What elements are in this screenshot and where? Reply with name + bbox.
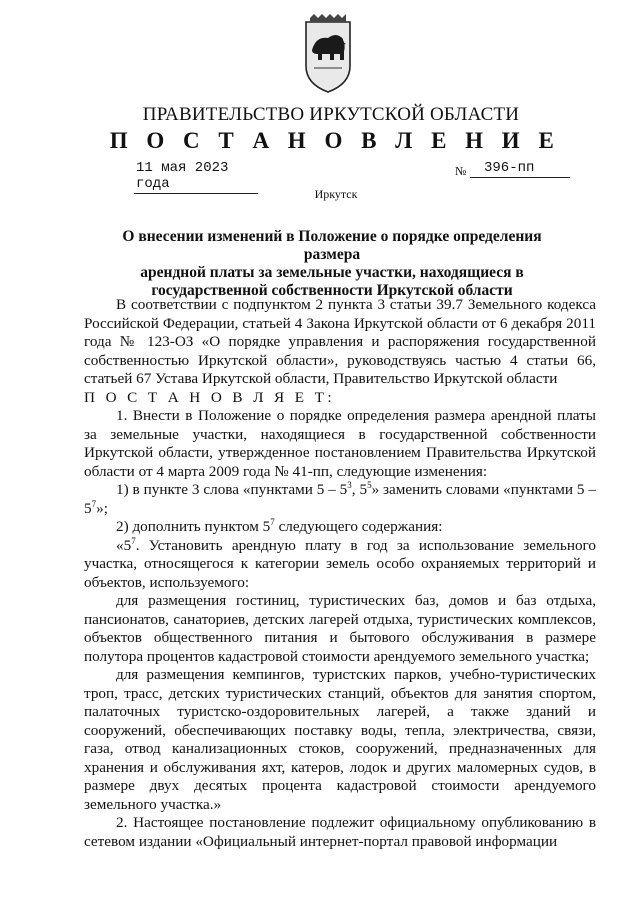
- item-1-1-paragraph: [84, 481, 596, 518]
- superscript: 5: [367, 479, 372, 490]
- text-fragment: следующего содержания:: [274, 518, 443, 535]
- text-fragment: 1) в пункте 3 слова «пунктами 5 – 5: [116, 481, 348, 498]
- quoted-paragraph: [84, 537, 596, 593]
- hotels-paragraph: для размещения гостиниц, туристических баз, домов и баз отдыха, пансионатов, санаториев, детских лагерей отдыха, туристических комплексов, объектов общественного питания и бытового обслуживания в размере полутора процентов кадастровой стоимости арендуемого земельного участка;: [84, 592, 596, 665]
- number-label: №: [455, 164, 467, 178]
- text-fragment: 2) дополнить пунктом 5: [116, 518, 271, 535]
- document-number: 396-пп: [470, 160, 570, 178]
- camping-paragraph: для размещения кемпингов, туристских парков, учебно-туристических троп, трасс, детских туристических станций, объектов для занятия спортом, палаточных туристско-оздоровительных лагерей, а также зданий и сооружений, обеспечивающих поставку воды, тепла, электричества, связи, газа, отвод канализационных стоков, сооружений, предназначенных для хранения и обслуживания яхт, катеров, лодок и других маломерных судов, в размере двух десятых процента кадастровой стоимости арендуемого земельного участка.»: [84, 666, 596, 813]
- coat-of-arms-emblem: [300, 14, 356, 94]
- document-date: 11 мая 2023 года: [134, 160, 258, 194]
- document-body: [84, 296, 596, 851]
- superscript: 3: [347, 479, 352, 490]
- organization-title: ПРАВИТЕЛЬСТВО ИРКУТСКОЙ ОБЛАСТИ: [142, 104, 520, 125]
- text-fragment: . Установить арендную плату в год за использование земельного участка, относящегося к категории земель особо охраняемых территорий и объектов, используемого:: [84, 536, 596, 591]
- item-2-paragraph: 2. Настоящее постановление подлежит официальному опубликованию в сетевом издании «Официальный интернет-портал правовой информации: [84, 814, 596, 850]
- text-fragment: «5: [116, 536, 132, 554]
- superscript: 7: [270, 516, 275, 527]
- superscript: 7: [131, 535, 136, 546]
- text-fragment: , 5: [351, 481, 368, 498]
- document-type: П О С Т А Н О В Л Е Н И Е: [109, 128, 561, 153]
- superscript: 7: [91, 498, 97, 509]
- preamble-paragraph: В соответствии с подпунктом 2 пункта 3 статьи 39.7 Земельного кодекса Российской Федерации, статьей 4 Закона Иркутской области от 6 декабря 2011 года № 123-ОЗ «О порядке управления и распоряжения государственной собственностью Иркутской области», руководствуясь частью 4 статьи 66, статьей 67 Устава Иркутской области, Правительство Иркутской области: [84, 296, 596, 387]
- item-1-paragraph: 1. Внести в Положение о порядке определения размера арендной платы за земельные участки, находящиеся в государственной собственности Иркутской области, утвержденное постановлением Правительства Иркутской области от 4 марта 2009 года № 41-пп, следующие изменения:: [84, 407, 596, 480]
- heading-line: арендной платы за земельные участки, находящиеся в: [140, 264, 524, 281]
- heading-line: О внесении изменений в Положение о порядке определения размера: [122, 228, 542, 263]
- text-fragment: »;: [96, 499, 108, 517]
- decree-word: П О С Т А Н О В Л Я Е Т:: [84, 388, 335, 406]
- city-name: Иркутск: [314, 187, 358, 201]
- document-heading: [100, 228, 564, 300]
- heading-line: государственной собственности Иркутской области: [151, 282, 513, 299]
- text-fragment: » заменить словами «пунктами 5 – 5: [84, 481, 596, 517]
- item-1-2-paragraph: [84, 518, 596, 537]
